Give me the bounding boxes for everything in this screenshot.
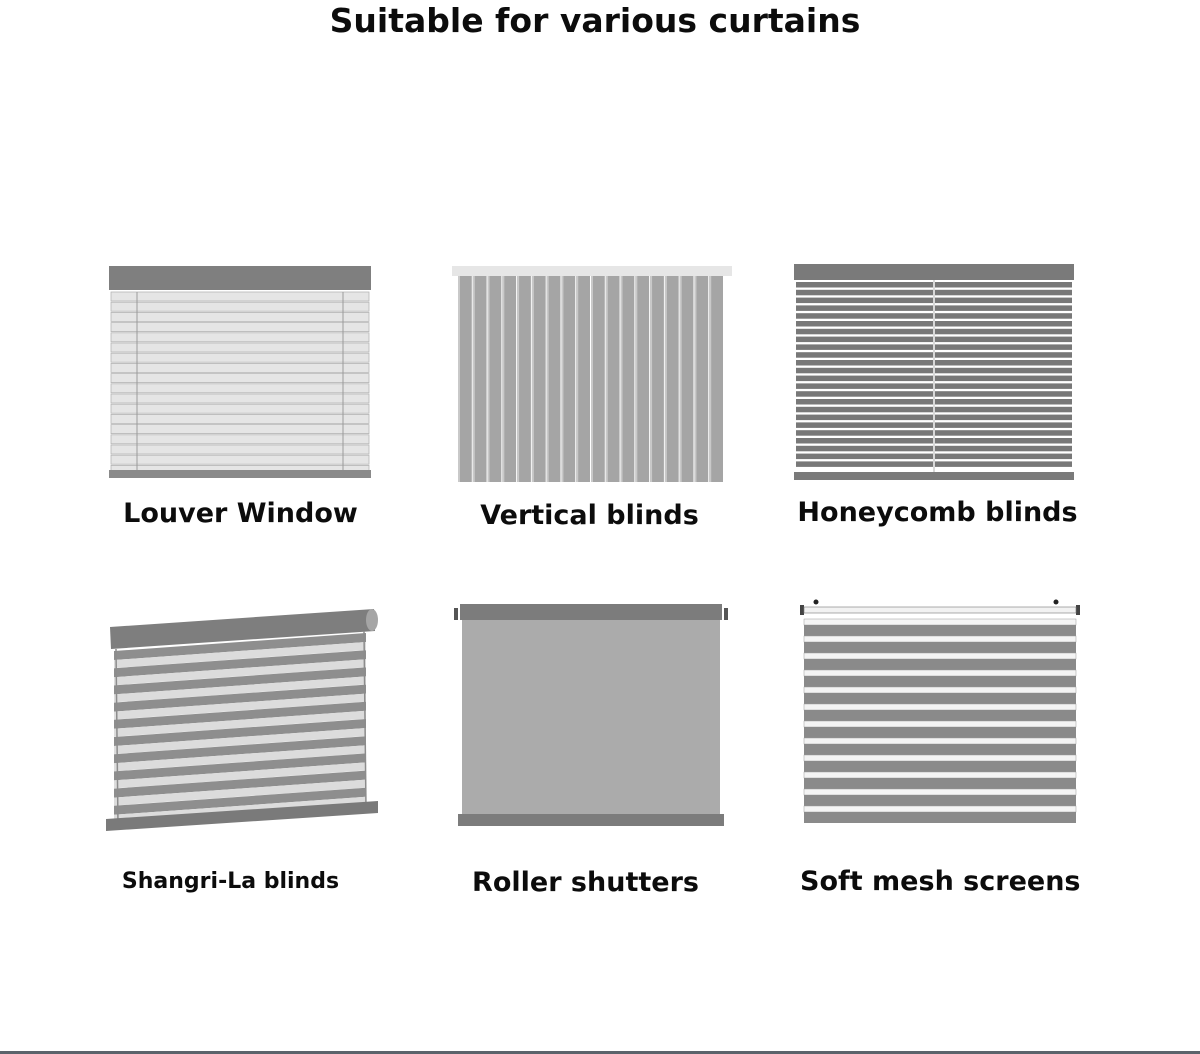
louver-window-label: Louver Window	[123, 498, 358, 529]
roller-shutters-illustration	[448, 600, 738, 832]
honeycomb-blinds-illustration	[792, 262, 1077, 482]
roller-shutters-label: Roller shutters	[472, 867, 699, 898]
vertical-blinds-illustration	[450, 262, 735, 484]
louver-window-illustration	[105, 262, 380, 482]
vertical-blinds-label: Vertical blinds	[480, 500, 699, 531]
honeycomb-blinds-label: Honeycomb blinds	[797, 497, 1078, 528]
shangri-la-blinds-illustration	[100, 603, 385, 838]
soft-mesh-screens-illustration	[798, 597, 1083, 832]
shangri-la-blinds-label: Shangri-La blinds	[121, 869, 340, 894]
soft-mesh-screens-label: Soft mesh screens	[800, 866, 1081, 897]
page-title: Suitable for various curtains	[329, 1, 861, 40]
